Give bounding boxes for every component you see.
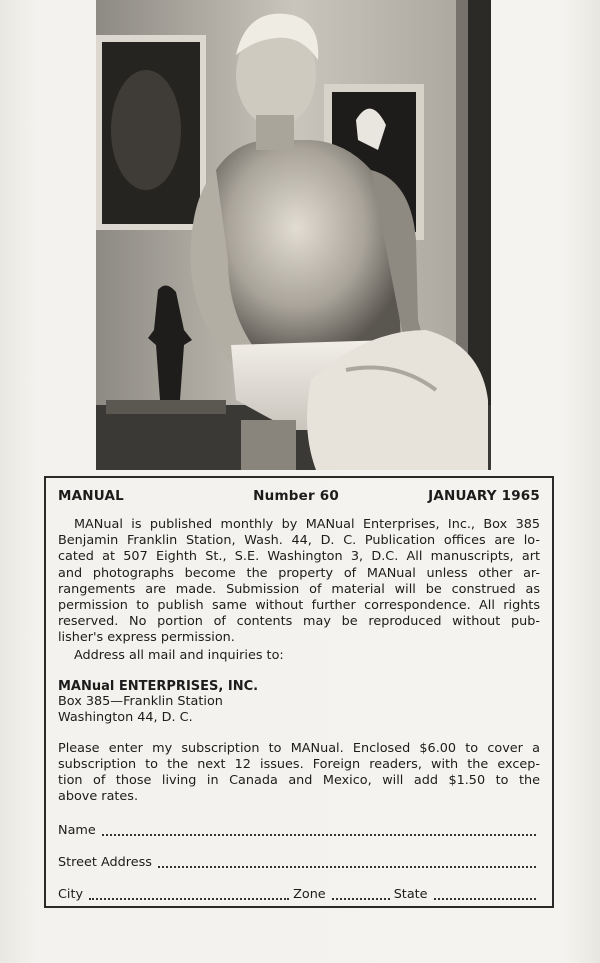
notice-line: lisher's express permission. [58, 630, 235, 646]
address-line-2: Washington 44, D. C. [58, 709, 193, 725]
notice-line: and photographs become the property of MANual unless other ar- [58, 565, 540, 581]
photograph-icon [96, 0, 491, 470]
name-label: Name [58, 823, 96, 839]
publication-notice [58, 517, 540, 647]
subscription-line: subscription to the next 12 issues. Foreign readers, with the excep- [58, 756, 540, 772]
zone-label: Zone [293, 887, 326, 903]
address-line-1: Box 385—Franklin Station [58, 693, 223, 709]
subscription-line: above rates. [58, 789, 139, 805]
city-field[interactable] [89, 898, 289, 900]
notice-line: reserved. No portion of contents may be reproduced without pub- [58, 614, 540, 630]
notice-line: MANual is published monthly by MANual Enterprises, Inc., Box 385 [74, 517, 540, 532]
street-field[interactable] [158, 866, 536, 868]
name-row [58, 823, 540, 839]
cover-photograph [96, 0, 491, 470]
city-row [58, 887, 540, 903]
publication-info-box [44, 476, 554, 908]
issue-date: JANUARY 1965 [428, 488, 540, 504]
magazine-title: MANUAL [58, 488, 124, 504]
masthead [56, 488, 542, 504]
notice-line: cated at 507 Eighth St., S.E. Washington 3, D.C. All manuscripts, art [58, 549, 540, 565]
company-name: MANual ENTERPRISES, INC. [58, 678, 259, 694]
name-field[interactable] [102, 834, 536, 836]
state-field[interactable] [434, 898, 536, 900]
subscription-text [58, 741, 540, 806]
notice-line: Benjamin Franklin Station, Wash. 44, D. C. Publication offices are lo- [58, 533, 540, 549]
state-label: State [393, 887, 428, 903]
notice-line: rangements are made. Submission of material will be construed as [58, 581, 540, 597]
mail-intro: Address all mail and inquiries to: [74, 647, 284, 663]
street-label: Street Address [58, 855, 152, 871]
notice-line: permission to publish same without further correspondence. All rights [58, 598, 540, 614]
zone-field[interactable] [332, 898, 390, 900]
city-label: City [58, 887, 84, 903]
subscription-line: Please enter my subscription to MANual. Enclosed $6.00 to cover a [58, 740, 540, 756]
issue-number: Number 60 [253, 488, 339, 504]
subscription-form [56, 823, 542, 903]
subscription-line: tion of those living in Canada and Mexico, will add $1.50 to the [58, 773, 540, 789]
street-row [58, 855, 540, 871]
